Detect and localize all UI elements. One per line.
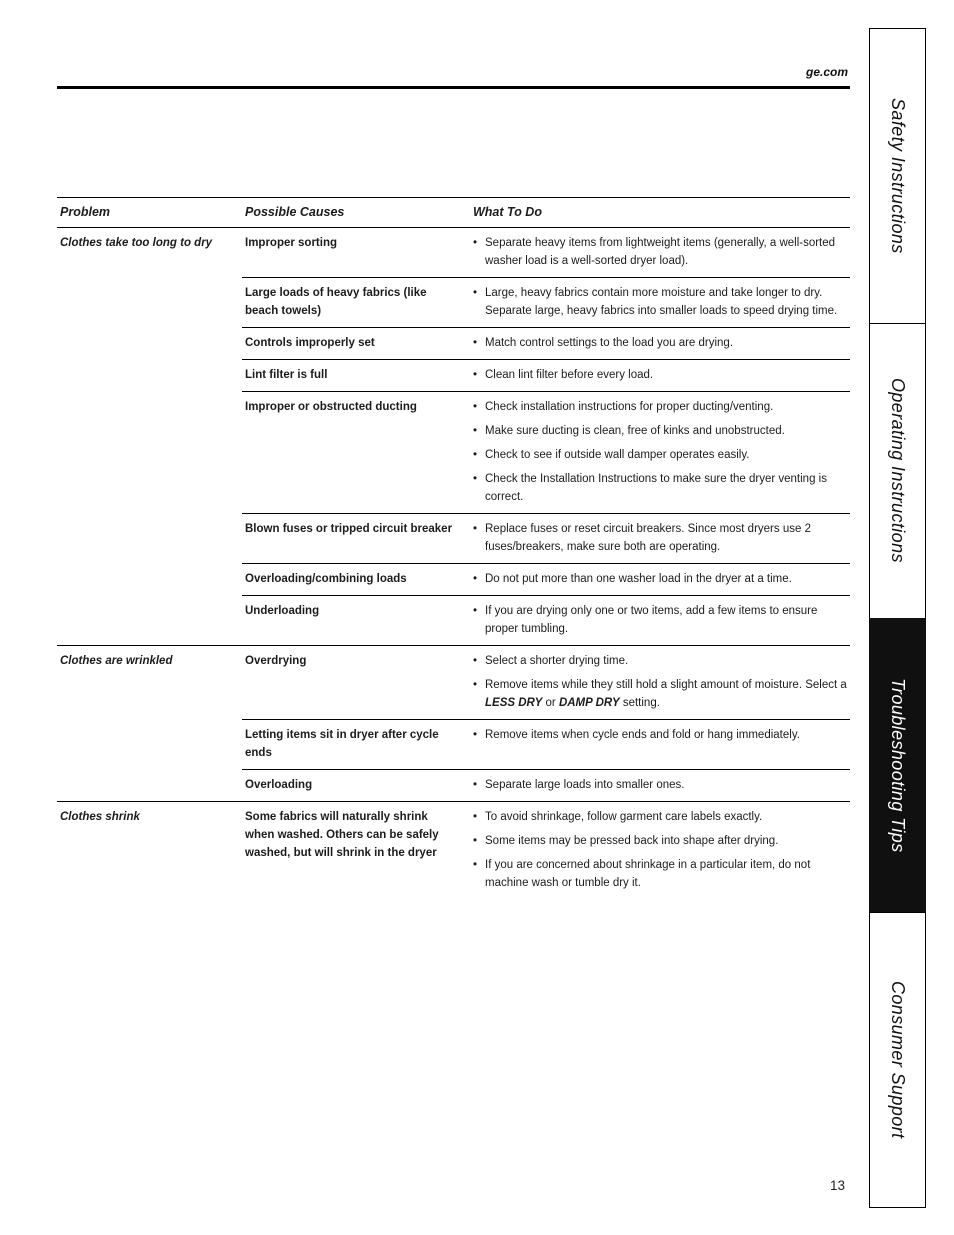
action-text: Separate heavy items from lightweight items (generally, a well-sorted washer load is a well-sorted dryer load). [485,237,836,267]
action-text: Some items may be pressed back into shape after drying. [485,835,779,847]
page-number: 13 [829,1178,845,1193]
table-row [57,277,850,327]
actions-cell [470,646,850,719]
actions-cell [470,719,850,769]
problem-cell [57,359,242,391]
action-item [473,856,850,892]
cause-cell: Large loads of heavy fabrics (like beach towels) [242,277,470,327]
column-header: What To Do [473,205,542,219]
bullet-icon: • [473,337,478,349]
cause-cell: Improper or obstructed ducting [242,391,470,513]
table-row [57,228,850,277]
bullet-icon: • [473,449,478,461]
troubleshooting-table [57,197,850,899]
cause-cell: Underloading [242,595,470,645]
action-item [473,398,850,416]
problem-cell: Clothes are wrinkled [60,655,173,667]
actions-cell [470,563,850,595]
problem-cell: Clothes shrink [60,811,140,823]
action-item [473,676,850,712]
top-rule [57,86,850,89]
column-header: Problem [60,205,111,219]
bullet-icon: • [473,729,478,741]
section-tab-operating-instructions [869,323,926,619]
action-text: Select a shorter drying time. [485,655,629,667]
actions-cell [470,391,850,513]
cause-cell: Some fabrics will naturally shrink when washed. Others can be safely washed, but will shrink in the dryer [245,811,439,859]
table-row [57,719,850,769]
action-item [473,234,850,270]
action-text: Check to see if outside wall damper operates easily. [485,449,750,461]
manual-page [57,0,850,1235]
action-item [473,832,850,850]
action-item [473,422,850,440]
problem-group [57,228,850,645]
section-tab-label: Troubleshooting Tips [888,678,908,853]
section-tabs [869,28,926,1208]
problem-group [57,645,850,801]
action-text: If you are drying only one or two items, add a few items to ensure proper tumbling. [485,605,818,635]
action-item [473,284,850,320]
problem-cell [57,719,242,769]
bullet-icon: • [473,605,478,617]
problem-cell [57,327,242,359]
bullet-icon: • [473,237,478,249]
action-item [473,726,850,744]
cause-cell: Lint filter is full [242,359,470,391]
bullet-icon: • [473,473,478,485]
action-text: To avoid shrinkage, follow garment care labels exactly. [485,811,763,823]
section-tab-troubleshooting-tips [869,618,926,914]
actions-cell [470,595,850,645]
actions-cell [470,802,850,899]
action-item [473,776,850,794]
site-label: ge.com [805,65,848,79]
table-row [57,513,850,563]
actions-cell [470,769,850,801]
bullet-icon: • [473,835,478,847]
cause-cell: Controls improperly set [242,327,470,359]
action-item [473,446,850,464]
action-text: Replace fuses or reset circuit breakers. Since most dryers use 2 fuses/breakers, make sure both are operating. [485,523,811,553]
action-text: Check the Installation Instructions to make sure the dryer venting is correct. [485,473,827,503]
actions-cell [470,327,850,359]
problem-cell [57,277,242,327]
table-row [57,391,850,513]
table-row [57,327,850,359]
cause-cell: Improper sorting [245,237,338,249]
actions-cell [470,359,850,391]
action-item [473,470,850,506]
bullet-icon: • [473,287,478,299]
action-item [473,520,850,556]
action-text: If you are concerned about shrinkage in a particular item, do not machine wash or tumble dry it. [485,859,811,889]
bullet-icon: • [473,679,478,691]
problem-cell [57,563,242,595]
actions-cell [470,277,850,327]
table-header-row [57,197,850,228]
cause-cell: Overloading/combining loads [242,563,470,595]
bullet-icon: • [473,655,478,667]
bullet-icon: • [473,369,478,381]
bullet-icon: • [473,859,478,871]
problem-group [57,801,850,899]
action-item [473,602,850,638]
action-item [473,366,850,384]
cause-cell: Overdrying [245,655,307,667]
actions-cell [470,513,850,563]
action-item [473,334,850,352]
cause-cell: Overloading [242,769,470,801]
bullet-icon: • [473,573,478,585]
cause-cell: Letting items sit in dryer after cycle ends [242,719,470,769]
problem-cell [57,513,242,563]
bullet-icon: • [473,779,478,791]
actions-cell [470,228,850,277]
section-tab-safety-instructions [869,28,926,324]
table-row [57,595,850,645]
action-text: Check installation instructions for proper ducting/venting. [485,401,774,413]
bullet-icon: • [473,401,478,413]
cause-cell: Blown fuses or tripped circuit breaker [242,513,470,563]
action-text: Separate large loads into smaller ones. [485,779,685,791]
action-text: Remove items when cycle ends and fold or hang immediately. [485,729,800,741]
action-text: Remove items while they still hold a slight amount of moisture. Select a LESS DRY or DAMP DRY setting. [485,679,847,709]
action-text: Do not put more than one washer load in the dryer at a time. [485,573,792,585]
action-text: Clean lint filter before every load. [485,369,654,381]
problem-cell [57,595,242,645]
bullet-icon: • [473,811,478,823]
section-tab-label: Consumer Support [888,981,908,1139]
table-row [57,359,850,391]
table-row [57,563,850,595]
action-text: Make sure ducting is clean, free of kinks and unobstructed. [485,425,785,437]
bullet-icon: • [473,523,478,535]
problem-cell [57,391,242,513]
table-row [57,802,850,899]
section-tab-label: Operating Instructions [888,378,908,564]
section-tab-consumer-support [869,912,926,1208]
problem-cell [57,769,242,801]
action-item [473,808,850,826]
action-text: Match control settings to the load you are drying. [485,337,734,349]
problem-cell: Clothes take too long to dry [60,237,213,249]
bullet-icon: • [473,425,478,437]
action-text: Large, heavy fabrics contain more moisture and take longer to dry. Separate large, heavy fabrics into smaller loads to speed drying time. [485,287,838,317]
table-row [57,646,850,719]
table-row [57,769,850,801]
column-header: Possible Causes [245,205,345,219]
action-item [473,652,850,670]
action-item [473,570,850,588]
section-tab-label: Safety Instructions [888,98,908,254]
